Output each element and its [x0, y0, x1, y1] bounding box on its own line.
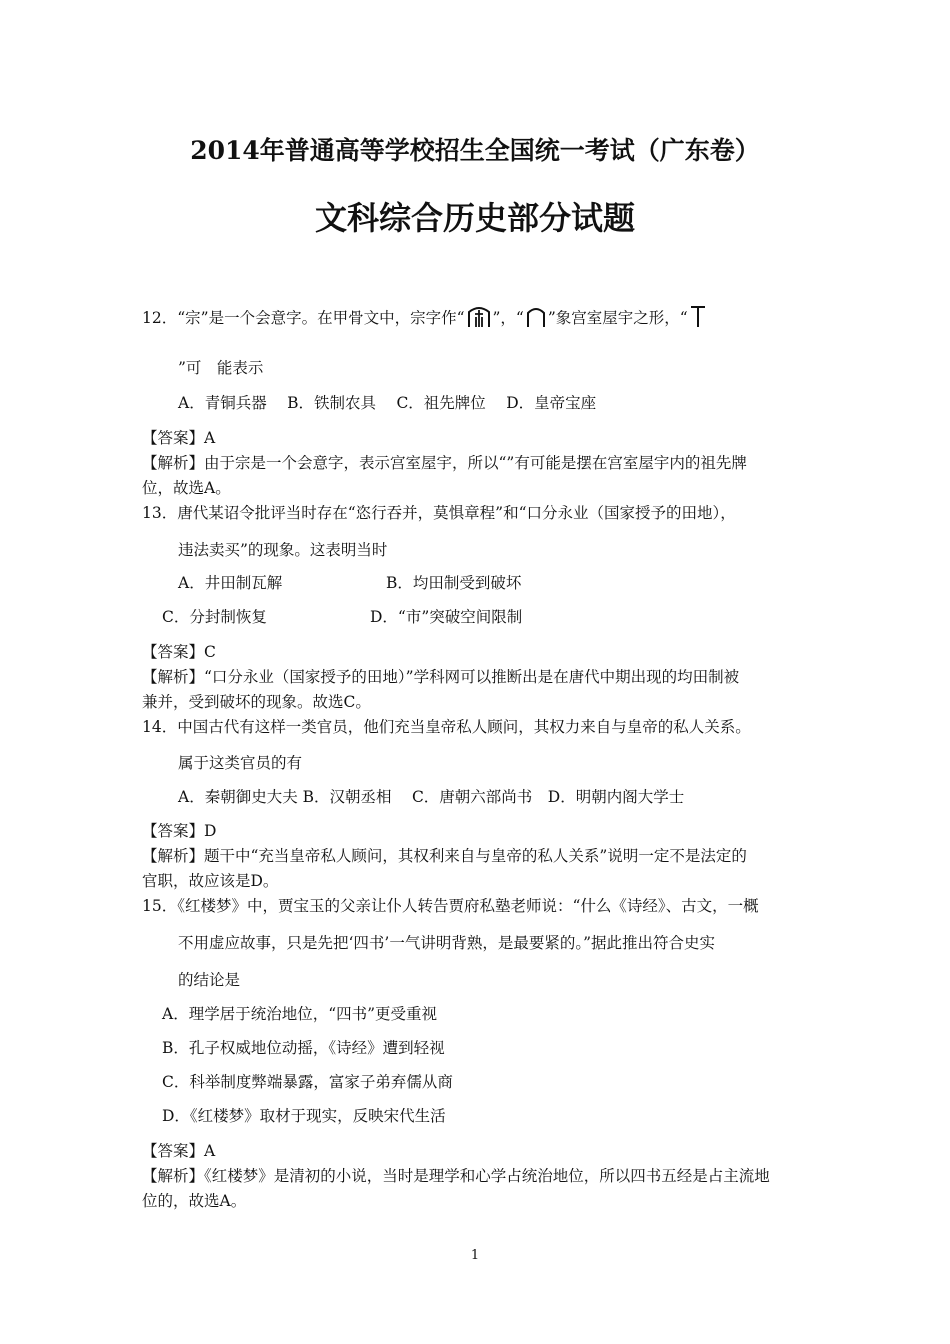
q15-option-a: A．理学居于统治地位，“四书”更受重视: [162, 1005, 438, 1023]
q12-stem: [142, 303, 708, 333]
q13-stem-line1: 13．唐代某诏令批评当时存在“恣行吞并，莫惧章程”和“口分永业（国家授予的田地），: [142, 504, 736, 522]
q13-stem-line2: 违法卖买”的现象。这表明当时: [178, 541, 388, 559]
q13-analysis-line2: 兼并，受到破坏的现象。故选C。: [142, 693, 371, 711]
q15-analysis-line2: 位的，故选A。: [142, 1192, 247, 1210]
q13-analysis-line1: 【解析】“口分永业（国家授予的田地）”学科网可以推断出是在唐代中期出现的均田制被: [142, 668, 740, 686]
q13-option-a: A．井田制瓦解: [178, 574, 283, 592]
page-number: 1: [470, 1248, 480, 1263]
q13-answer: 【答案】C: [142, 643, 216, 661]
q14-answer: 【答案】D: [142, 822, 217, 840]
q15-analysis-line1: 【解析】《红楼梦》是清初的小说，当时是理学和心学占统治地位，所以四书五经是占主流地: [142, 1167, 770, 1185]
q12-stem-part-c: ”象宫室屋宇之形，“: [547, 309, 688, 327]
q15-stem-line2: 不用虚应故事，只是先把‘四书’一气讲明背熟，是最要紧的。”据此推出符合史实: [178, 934, 716, 952]
q15-option-b: B．孔子权威地位动摇，《诗经》遭到轻视: [162, 1039, 445, 1057]
q12-stem-part-a: 12．“宗”是一个会意字。在甲骨文中，宗字作“: [142, 309, 465, 327]
q14-stem-line2: 属于这类官员的有: [178, 754, 303, 772]
q13-option-d: D．“市”突破空间限制: [370, 608, 523, 626]
q15-answer: 【答案】A: [142, 1142, 216, 1160]
q12-answer: 【答案】A: [142, 429, 216, 447]
exam-subtitle: 文科综合历史部分试题: [314, 199, 635, 237]
oracle-zong-glyph-icon: [466, 303, 492, 333]
q14-analysis-line2: 官职，故应该是D。: [142, 872, 279, 890]
q14-analysis-line1: 【解析】题干中“充当皇帝私人顾问，其权利来自与皇帝的私人关系”说明一定不是法定的: [142, 847, 747, 865]
q12-stem-continuation: ”可 能表示: [178, 359, 264, 377]
q15-stem-line3: 的结论是: [178, 971, 241, 989]
q13-option-b: B．均田制受到破坏: [386, 574, 522, 592]
q12-analysis-line1: 【解析】由于宗是一个会意字，表示宫室屋宇，所以“”有可能是摆在宫室屋宇内的祖先牌: [142, 454, 747, 472]
q12-analysis-line2: 位，故选A。: [142, 479, 231, 497]
q12-options: A．青铜兵器 B．铁制农具 C．祖先牌位 D．皇帝宝座: [178, 394, 597, 412]
q15-option-c: C．科举制度弊端暴露，富家子弟弃儒从商: [162, 1073, 453, 1091]
oracle-roof-glyph-icon: [525, 303, 547, 333]
q14-stem-line1: 14．中国古代有这样一类官员，他们充当皇帝私人顾问，其权力来自与皇帝的私人关系。: [142, 718, 751, 736]
oracle-tablet-glyph-icon: [689, 303, 707, 333]
q12-stem-part-b: ”，“: [492, 309, 524, 327]
exam-title: 2014年普通高等学校招生全国统一考试（广东卷）: [190, 136, 760, 165]
q13-option-c: C．分封制恢复: [162, 608, 267, 626]
q15-option-d: D．《红楼梦》取材于现实，反映宋代生活: [162, 1107, 446, 1125]
q15-stem-line1: 15．《红楼梦》中，贾宝玉的父亲让仆人转告贾府私塾老师说：“什么《诗经》、古文，一概: [142, 897, 759, 915]
q14-options: A．秦朝御史大夫 B．汉朝丞相 C．唐朝六部尚书 D．明朝内阁大学士: [178, 788, 685, 806]
